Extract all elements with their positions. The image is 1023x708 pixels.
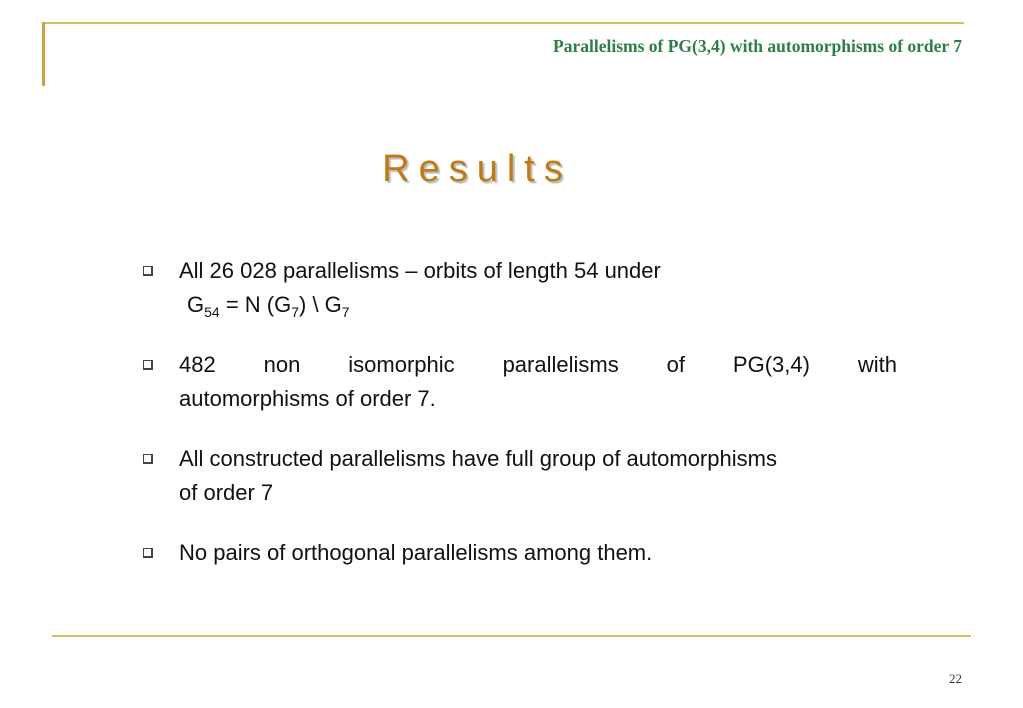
bullet-text-line: 482 non isomorphic parallelisms of PG(3,4) with [179,352,897,377]
square-bullet-icon [143,548,153,558]
bottom-rule [52,635,971,637]
bullet-item [140,442,897,510]
left-accent-bar [42,22,45,86]
square-bullet-icon [143,454,153,464]
bullet-text-line: of order 7 [179,480,274,505]
slide-title: Results [382,148,572,190]
square-bullet-icon [143,360,153,370]
square-bullet-icon [143,266,153,276]
bullet-text-line: All constructed parallelisms have full group of automorphisms [179,446,777,471]
bullet-text: No pairs of orthogonal parallelisms among them. [179,540,653,565]
bullet-item [140,536,897,570]
bullet-text-line: automorphisms of order 7. [179,386,436,411]
page-number: 22 [949,671,962,686]
bullet-text: All 26 028 parallelisms – orbits of length 54 under [179,258,661,283]
header-title: Parallelisms of PG(3,4) with automorphisms of order 7 [553,36,962,56]
bullet-list [140,254,897,596]
group-formula: $G_{54} = N$ $(G_7)$ \ $G_7$ [187,292,350,320]
bullet-item [140,254,897,322]
bullet-item [140,348,897,416]
top-rule [42,22,964,24]
